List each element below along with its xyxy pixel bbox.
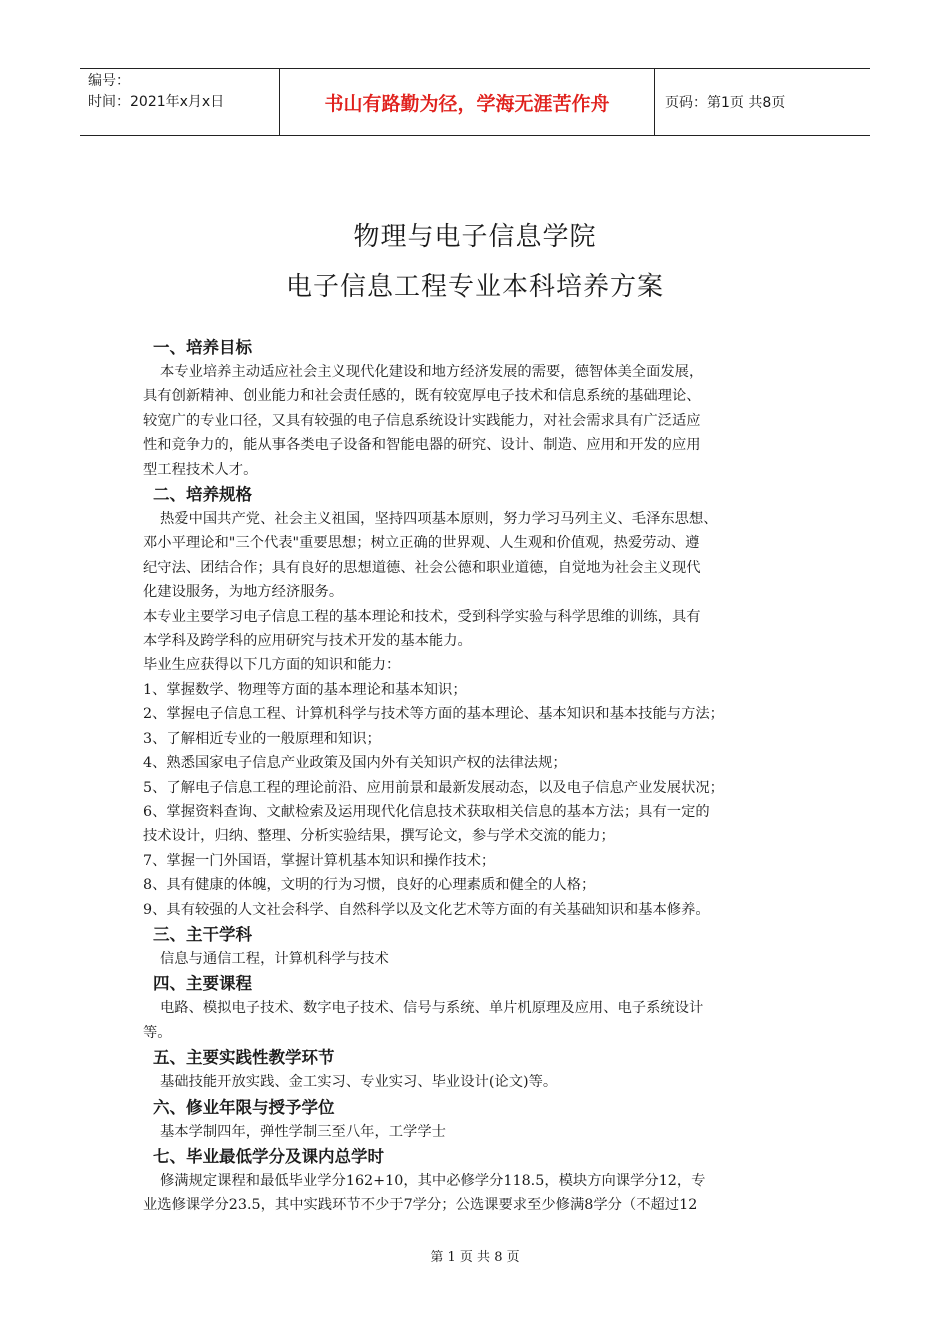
section-heading-specifications: 二、培养规格 (153, 485, 252, 505)
doc-number-label: 编号： (88, 73, 130, 89)
section-heading-courses: 四、主要课程 (153, 974, 252, 994)
body-line: 邓小平理论和"三个代表"重要思想；树立正确的世界观、人生观和价值观，热爱劳动、遵 (143, 535, 700, 552)
body-line: 较宽广的专业口径，又具有较强的电子信息系统设计实践能力，对社会需求具有广泛适应 (143, 412, 701, 429)
section-heading-disciplines: 三、主干学科 (153, 924, 252, 944)
list-item: 3、了解相近专业的一般原理和知识； (143, 730, 381, 747)
section-heading-practice: 五、主要实践性教学环节 (153, 1048, 335, 1068)
body-line: 具有创新精神、创业能力和社会责任感的，既有较宽厚电子技术和信息系统的基础理论、 (143, 388, 701, 405)
list-item: 8、具有健康的体魄，文明的行为习惯，良好的心理素质和健全的人格； (143, 877, 596, 894)
list-item: 技术设计，归纳、整理、分析实验结果，撰写论文，参与学术交流的能力； (143, 828, 615, 845)
page-footer: 第 1 页 共 8 页 (430, 1250, 520, 1265)
body-line: 业选修课学分23.5，其中实践环节不少于7学分；公选课要求至少修满8学分（不超过12 (143, 1197, 698, 1214)
body-line: 热爱中国共产党、社会主义祖国，坚持四项基本原则，努力学习马列主义、毛泽东思想、 (160, 511, 718, 528)
body-line: 纪守法、团结合作；具有良好的思想道德、社会公德和职业道德，自觉地为社会主义现代 (143, 559, 701, 576)
body-line: 型工程技术人才。 (143, 461, 258, 478)
body-line: 性和竞争力的，能从事各类电子设备和智能电器的研究、设计、制造、应用和开发的应用 (143, 437, 701, 454)
list-item: 9、具有较强的人文社会科学、自然科学以及文化艺术等方面的有关基础知识和基本修养。 (143, 901, 710, 918)
list-item: 5、了解电子信息工程的理论前沿、应用前景和最新发展动态，以及电子信息产业发展状况； (143, 779, 724, 796)
body-line: 修满规定课程和最低毕业学分162+10，其中必修学分118.5，模块方向课学分12，专 (160, 1172, 706, 1189)
header-motto: 书山有路勤为径，学海无涯苦作舟 (280, 69, 655, 135)
body-line: 化建设服务，为地方经济服务。 (143, 584, 344, 601)
list-item: 6、掌握资料查询、文献检索及运用现代化信息技术获取相关信息的基本方法；具有一定的 (143, 803, 710, 820)
section-heading-duration-degree: 六、修业年限与授予学位 (153, 1097, 335, 1117)
body-line: 电路、模拟电子技术、数字电子技术、信号与系统、单片机原理及应用、电子系统设计 (160, 1000, 704, 1017)
list-item: 1、掌握数学、物理等方面的基本理论和基本知识； (143, 681, 467, 698)
doc-time-label: 时间：2021年x月x日 (88, 94, 225, 110)
body-line: 本学科及跨学科的应用研究与技术开发的基本能力。 (143, 633, 472, 650)
page-header (80, 68, 870, 136)
header-meta (80, 69, 280, 135)
section-heading-objectives: 一、培养目标 (153, 338, 252, 357)
body-line: 信息与通信工程，计算机科学与技术 (160, 950, 389, 967)
document-body (143, 335, 823, 1218)
header-page-label: 页码：第1页 共8页 (665, 95, 786, 111)
body-line: 本专业培养主动适应社会主义现代化建设和地方经济发展的需要，德智体美全面发展， (160, 364, 704, 380)
body-line: 毕业生应获得以下几方面的知识和能力： (143, 657, 401, 674)
section-heading-credits: 七、毕业最低学分及课内总学时 (153, 1146, 384, 1166)
body-line: 基础技能开放实践、金工实习、专业实习、毕业设计(论文)等。 (160, 1074, 558, 1091)
list-item: 2、掌握电子信息工程、计算机科学与技术等方面的基本理论、基本知识和基本技能与方法； (143, 706, 724, 723)
body-line: 本专业主要学习电子信息工程的基本理论和技术，受到科学实验与科学思维的训练，具有 (143, 608, 701, 625)
list-item: 4、熟悉国家电子信息产业政策及国内外有关知识产权的法律法规； (143, 755, 567, 772)
list-item: 7、掌握一门外国语，掌握计算机基本知识和操作技术； (143, 852, 496, 869)
body-line: 等。 (143, 1024, 172, 1041)
page-title-program: 电子信息工程专业本科培养方案 (285, 272, 664, 302)
page-title-college: 物理与电子信息学院 (353, 222, 597, 252)
body-line: 基本学制四年，弹性学制三至八年，工学学士 (160, 1123, 446, 1140)
